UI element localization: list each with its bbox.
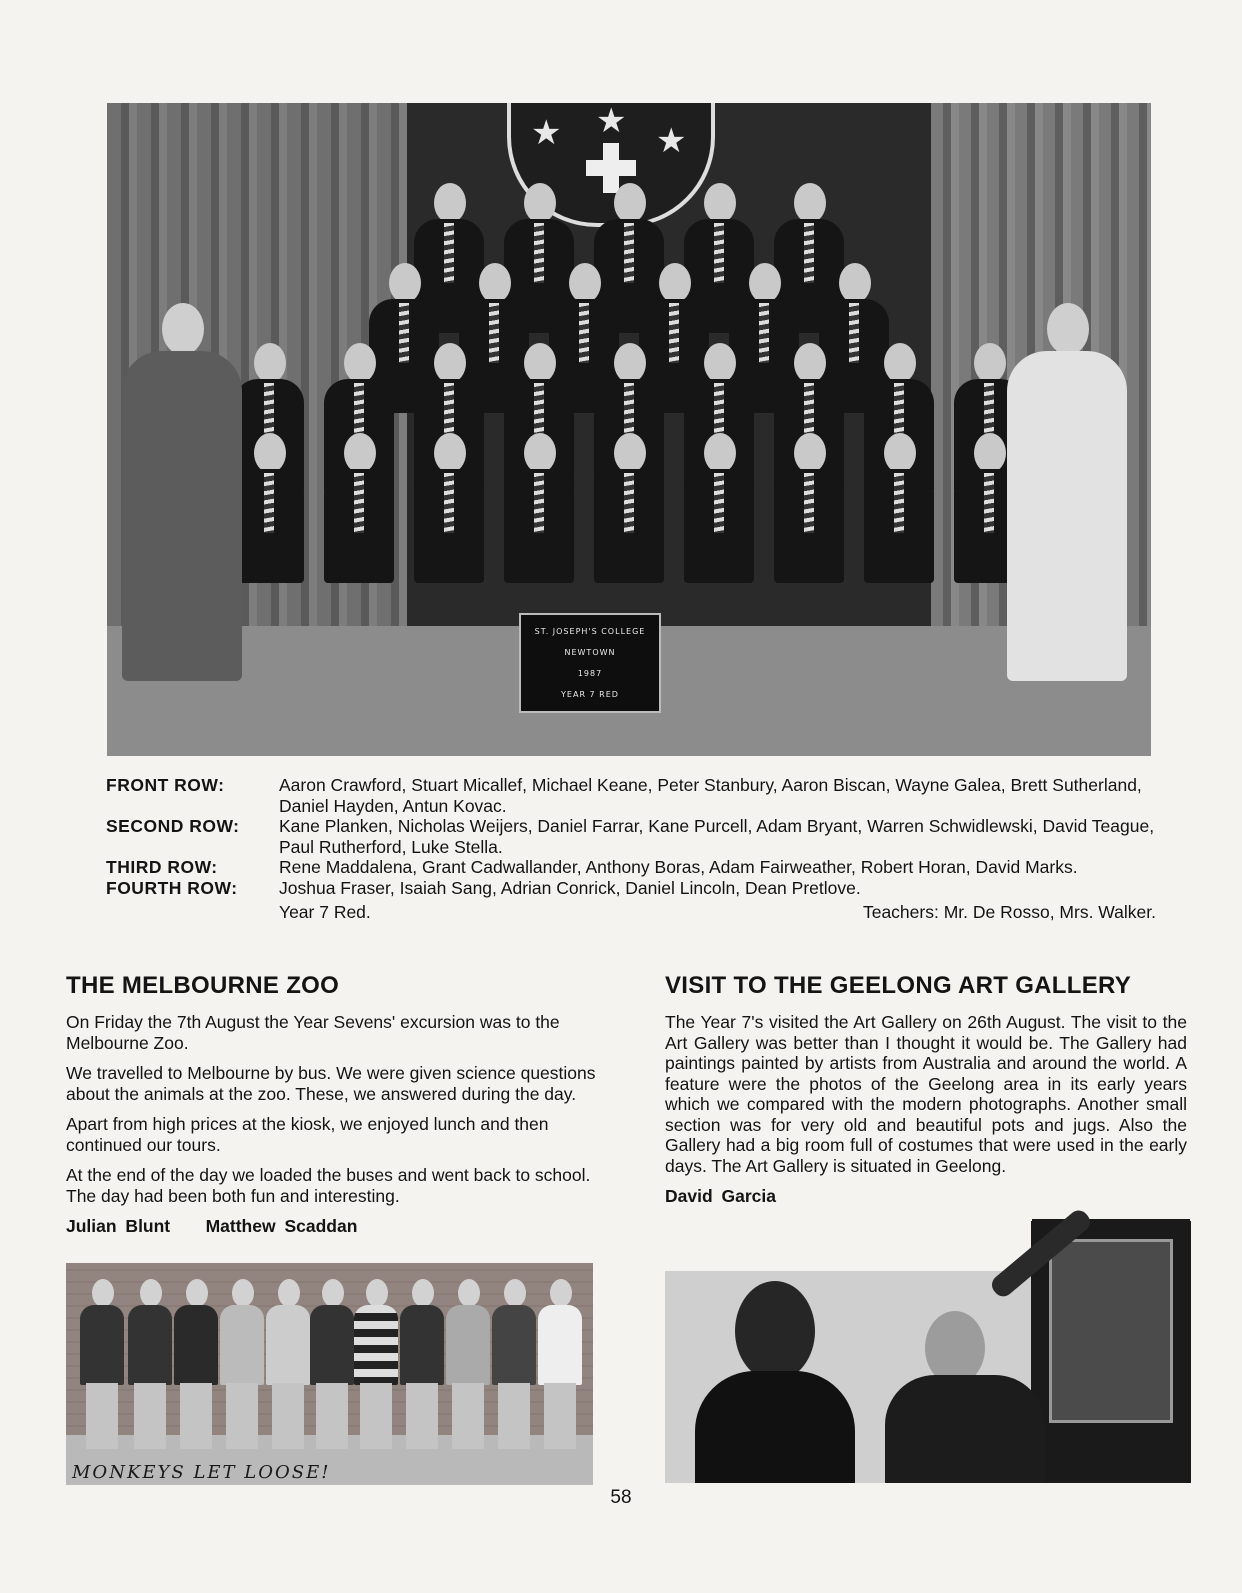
zoo-paragraph: On Friday the 7th August the Year Sevens' excursion was to the Melbourne Zoo. xyxy=(66,1012,560,1053)
sign-line-3: 1987 xyxy=(577,669,603,678)
college-crest-icon: ★ ★ ★ xyxy=(507,103,715,227)
class-name: Year 7 Red. xyxy=(279,902,371,922)
caption-row xyxy=(106,816,1156,857)
teacher-right xyxy=(1007,303,1127,683)
zoo-article xyxy=(66,972,596,1237)
gallery-article xyxy=(665,972,1187,1207)
zoo-paragraph: At the end of the day we loaded the buses and went back to school. The day had been both fun and interesting. xyxy=(66,1165,591,1206)
photo-handwritten-caption: MONKEYS LET LOOSE! xyxy=(72,1462,331,1483)
zoo-group-photo xyxy=(66,1263,593,1485)
row-names: Aaron Crawford, Stuart Micallef, Michael Keane, Peter Stanbury, Aaron Biscan, Wayne Galea, Brett Sutherland, Daniel Hayden, Antun Kovac. xyxy=(279,775,1142,816)
gallery-byline: David Garcia xyxy=(665,1186,776,1206)
caption-row xyxy=(106,878,1156,899)
caption-footer xyxy=(279,902,1156,923)
page-number: 58 xyxy=(610,1487,632,1508)
row-label: SECOND ROW: xyxy=(106,816,240,836)
zoo-title: THE MELBOURNE ZOO xyxy=(66,972,340,999)
sign-line-1: ST. JOSEPH'S COLLEGE xyxy=(534,627,646,636)
sign-line-4: YEAR 7 RED xyxy=(561,690,619,699)
sign-line-2: NEWTOWN xyxy=(564,648,616,657)
gallery-paragraph: The Year 7's visited the Art Gallery on 26th August. The visit to the Art Gallery was better than I thought it would be. The Gallery had paintings painted by artists from Australia and around the world. A feature were the photos of the Geelong area in its early years which we compared with the modern photographs. Another small section was for very old and beautiful pots and jugs. Also the Gallery had a big room full of costumes that were used in the early days. The Art Gallery is situated in Geelong. xyxy=(665,1012,1187,1176)
class-sign xyxy=(519,613,661,713)
zoo-paragraph: Apart from high prices at the kiosk, we enjoyed lunch and then continued our tours. xyxy=(66,1114,549,1155)
art-gallery-photo xyxy=(665,1271,1190,1483)
caption-row xyxy=(106,775,1156,816)
painting-frame xyxy=(1031,1221,1191,1483)
class-photo-caption xyxy=(106,775,1156,923)
caption-row xyxy=(106,857,1156,878)
row-names: Joshua Fraser, Isaiah Sang, Adrian Conrick, Daniel Lincoln, Dean Pretlove. xyxy=(279,877,861,898)
class-photo xyxy=(107,103,1151,756)
gallery-title: VISIT TO THE GEELONG ART GALLERY xyxy=(665,972,1132,999)
teacher-left xyxy=(122,303,242,683)
zoo-paragraph: We travelled to Melbourne by bus. We were given science questions about the animals at the zoo. These, we answered during the day. xyxy=(66,1063,596,1104)
row-label: FOURTH ROW: xyxy=(106,877,238,898)
zoo-byline: Julian Blunt Matthew Scaddan xyxy=(66,1216,358,1236)
teachers: Teachers: Mr. De Rosso, Mrs. Walker. xyxy=(862,902,1156,922)
row-label: FRONT ROW: xyxy=(106,775,225,795)
row-names: Kane Planken, Nicholas Weijers, Daniel Farrar, Kane Purcell, Adam Bryant, Warren Schwidlewski, David Teague, Paul Rutherford, Luke Stella. xyxy=(279,816,1155,857)
row-names: Rene Maddalena, Grant Cadwallander, Anthony Boras, Adam Fairweather, Robert Horan, David Marks. xyxy=(279,857,1078,877)
row-label: THIRD ROW: xyxy=(106,857,218,877)
